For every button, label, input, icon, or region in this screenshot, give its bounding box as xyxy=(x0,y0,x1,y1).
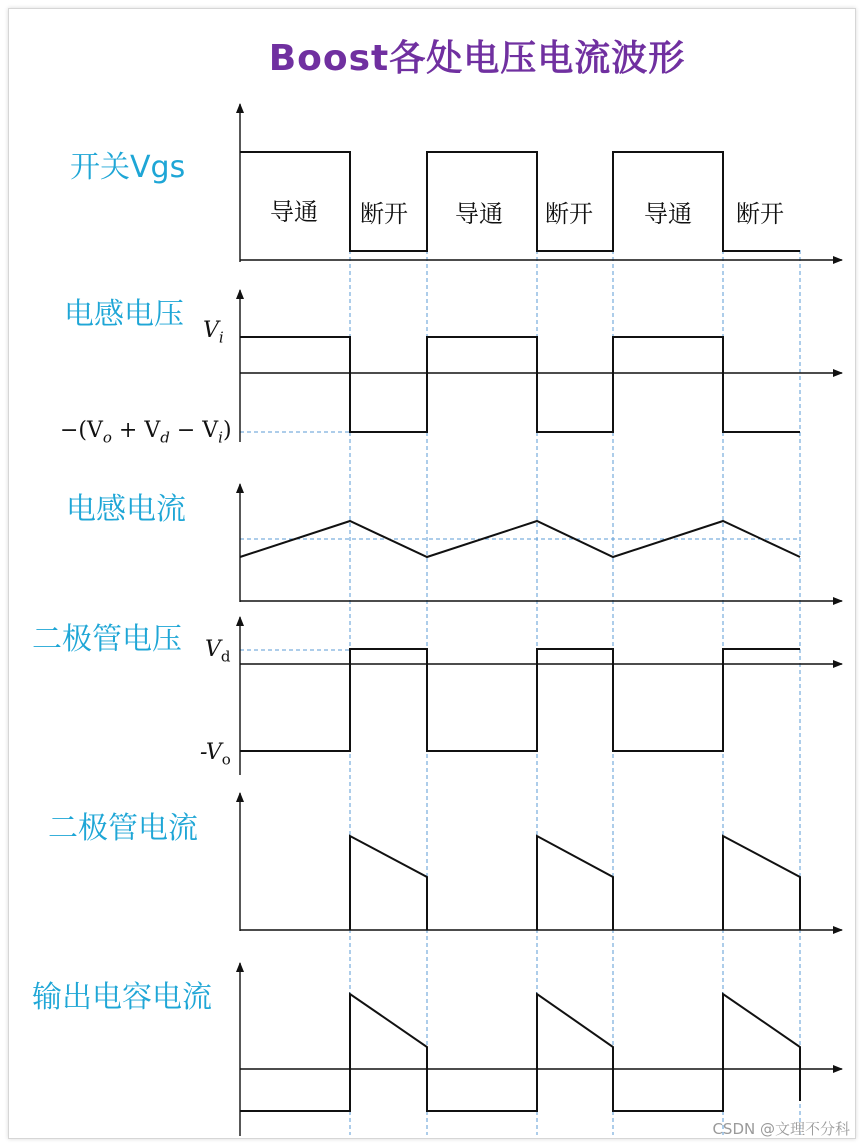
panel-label-cap-current: 输出电容电流 xyxy=(32,980,212,1015)
vgs-waveform xyxy=(240,152,800,251)
neg-voltage-label: $-(V_o + V_d - V_i)$ xyxy=(60,418,232,447)
diode-current-waveform xyxy=(350,836,427,930)
vd-label: $V_d$ xyxy=(205,637,231,666)
neg-vo-label: $-V_o$ xyxy=(200,740,231,769)
panel-label-diode-voltage: 二极管电压 xyxy=(32,622,182,657)
diode-current-waveform xyxy=(537,836,613,930)
state-on-1: 导通 xyxy=(270,198,318,226)
inductor-voltage-waveform xyxy=(240,337,800,432)
panel-label-inductor-voltage: 电感电压 xyxy=(64,297,184,332)
watermark: CSDN @文理不分科 xyxy=(712,1120,850,1138)
state-on-3: 导通 xyxy=(644,200,692,228)
state-off-1: 断开 xyxy=(360,200,408,228)
state-on-2: 导通 xyxy=(455,200,503,228)
panel-label-vgs: 开关Vgs xyxy=(70,150,186,185)
state-off-3: 断开 xyxy=(736,200,784,228)
guide-lines xyxy=(350,250,800,1135)
vi-label: $V_i$ xyxy=(203,318,224,347)
cap-current-waveform xyxy=(240,994,800,1111)
diode-current-waveform xyxy=(723,836,800,930)
state-off-2: 断开 xyxy=(545,200,593,228)
figure-title: Boost各处电压电流波形 xyxy=(268,38,686,79)
panel-label-diode-current: 二极管电流 xyxy=(48,811,198,846)
panel-label-inductor-current: 电感电流 xyxy=(66,492,186,527)
